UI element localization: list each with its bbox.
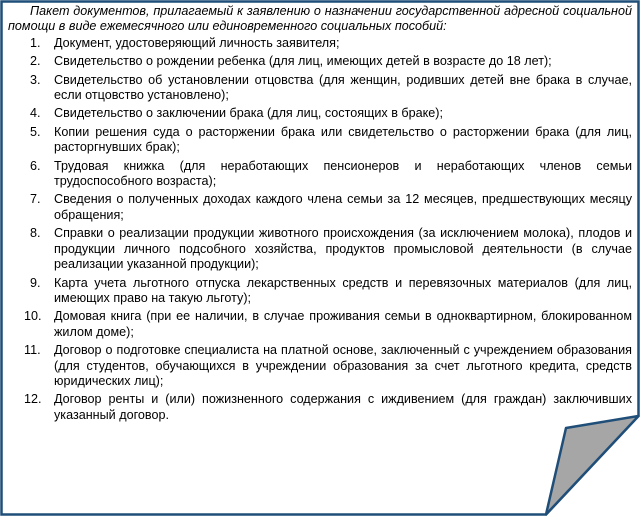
item-text: Свидетельство о заключении брака (для лиц, состоящих в браке); — [54, 106, 443, 121]
document-content — [8, 4, 632, 426]
item-text: Сведения о полученных доходах каждого члена семьи за 12 месяцев, предшествующих месяцу обращения; — [54, 192, 632, 222]
item-text: Трудовая книжка (для неработающих пенсионеров и неработающих членов семьи трудоспособного возраста); — [54, 158, 632, 189]
list-item — [8, 309, 632, 340]
item-number: 9. — [30, 275, 41, 290]
list-item — [8, 36, 632, 51]
item-text: Свидетельство о рождении ребенка (для лиц, имеющих детей в возрасте до 18 лет); — [54, 54, 552, 69]
item-text: Документ, удостоверяющий личность заявителя; — [54, 35, 340, 50]
item-number: 7. — [30, 192, 41, 207]
item-text: Договор ренты и (или) пожизненного содержания с иждивением (для граждан) заключивших указанный договор. — [54, 392, 632, 422]
list-item — [8, 343, 632, 389]
intro-paragraph: Пакет документов, прилагаемый к заявлению о назначении государственной адресной социальной помощи в виде ежемесячного или единовременного социальных пособий: — [8, 4, 632, 34]
item-text: Домовая книга (при ее наличии, в случае проживания семьи в одноквартирном, блокированном жилом доме); — [54, 309, 632, 339]
list-item — [8, 226, 632, 272]
item-number: 5. — [30, 124, 41, 139]
item-text: Договор о подготовке специалиста на платной основе, заключенный с учреждением образования (для студентов, обучающихся в учреждении образования за счет льготного кредита, средств юридических лиц); — [54, 343, 632, 388]
documents-list — [8, 36, 632, 423]
list-item — [8, 192, 632, 223]
item-text: Карта учета льготного отпуска лекарственных средств и перевязочных материалов (для лиц, имеющих право на такую льготу); — [54, 275, 632, 305]
item-number: 10. — [24, 309, 42, 324]
list-item — [8, 106, 632, 121]
item-number: 8. — [30, 226, 41, 241]
item-number: 1. — [30, 35, 41, 50]
item-number: 3. — [30, 72, 41, 87]
item-number: 6. — [30, 158, 41, 173]
item-text: Справки о реализации продукции животного происхождения (за исключением молока), плодов и продукции личного подсобного хозяйства, продуктов промысловой деятельности (в случае реализации указанной продукции); — [54, 226, 632, 272]
list-item — [8, 73, 632, 104]
list-item — [8, 54, 632, 69]
list-item — [8, 276, 632, 307]
list-item — [8, 159, 632, 190]
item-number: 11. — [24, 343, 41, 358]
list-item — [8, 125, 632, 156]
list-item — [8, 392, 632, 423]
item-text: Свидетельство об установлении отцовства (для женщин, родивших детей вне брака в случае, если отцовство установлено); — [54, 72, 632, 103]
item-number: 12. — [24, 392, 42, 407]
item-number: 2. — [30, 54, 41, 69]
item-number: 4. — [30, 106, 41, 121]
item-text: Копии решения суда о расторжении брака или свидетельство о расторжении брака (для лиц, расторгнувших брак); — [54, 124, 632, 155]
